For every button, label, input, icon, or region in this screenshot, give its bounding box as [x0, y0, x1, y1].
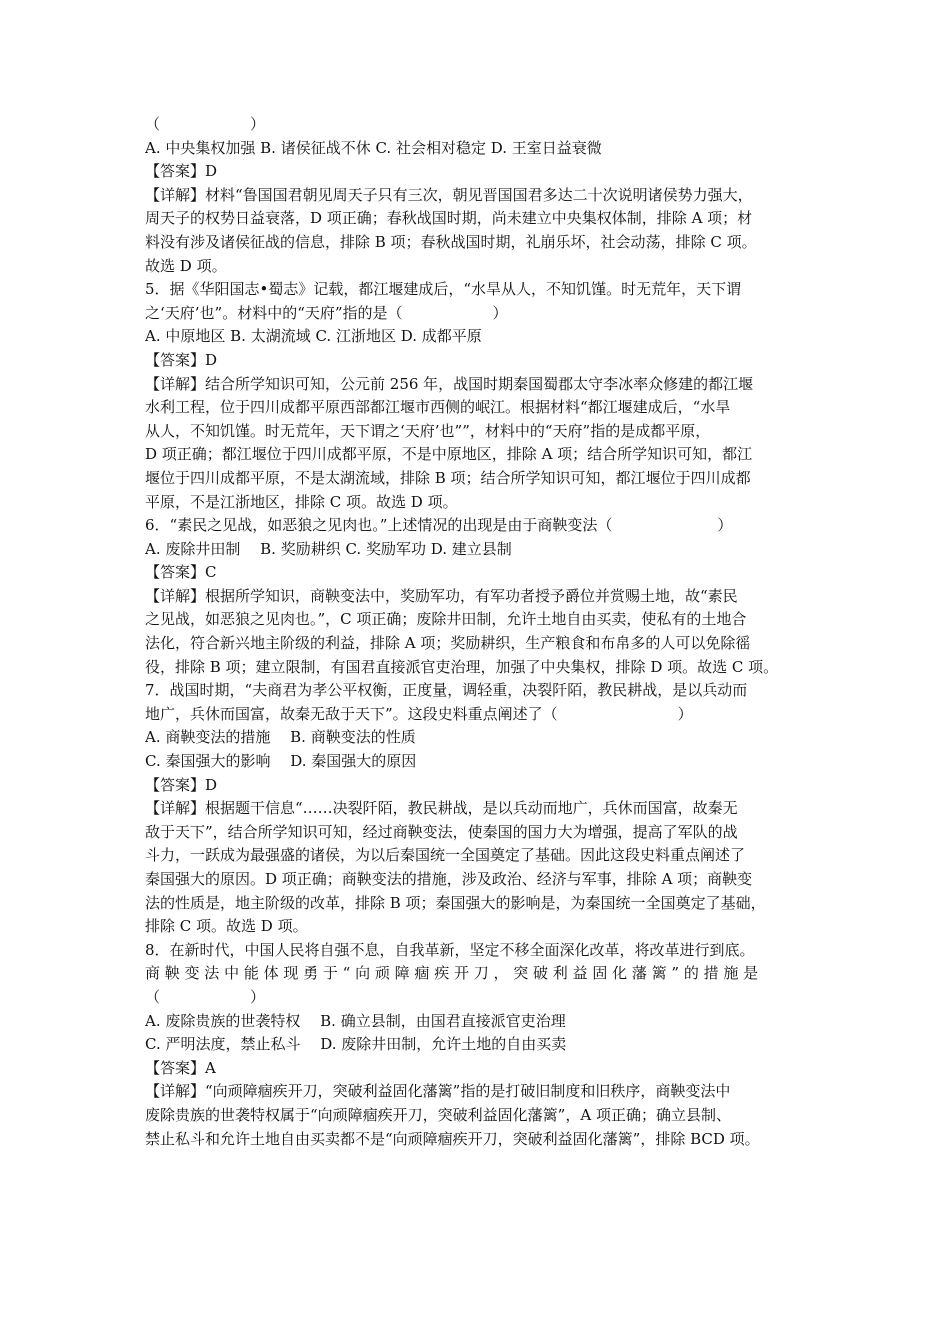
answer-line — [145, 349, 807, 373]
explanation-block — [145, 1080, 807, 1151]
question-6 — [145, 514, 807, 561]
question-7 — [145, 679, 807, 773]
question-line: 商 鞅 变 法 中 能 体 现 勇 于 “ 向 顽 障 痼 疾 开 刀 ， 突 破 利 益 固 化 藩 篱 ” 的 措 施 是 — [145, 964, 759, 983]
question-line: A. 中原地区 B. 太湖流域 C. 江浙地区 D. 成都平原 — [145, 327, 482, 346]
question-line: 7．战国时期，“夫商君为孝公平权衡，正度量，调轻重，决裂阡陌，教民耕战，是以兵动而 — [145, 681, 748, 700]
answer-line — [145, 1057, 807, 1081]
question-line: （ ） — [145, 987, 266, 1006]
question-line: A. 废除井田制 B. 奖励耕织 C. 奖励军功 D. 建立县制 — [145, 539, 512, 558]
answer-text: 【答案】D — [145, 775, 218, 794]
question-line: A. 中央集权加强 B. 诸侯征战不休 C. 社会相对稳定 D. 王室日益衰微 — [145, 138, 602, 157]
explanation-line: D 项正确；都江堰位于四川成都平原，不是中原地区，排除 A 项；结合所学知识可知，都江 — [145, 445, 753, 464]
explanation-line: 之见战，如恶狼之见肉也。”，C 项正确；废除井田制，允许土地自由买卖，使私有的土地合 — [145, 610, 747, 629]
explanation-line: 禁止私斗和允许土地自由买卖都不是“向顽障痼疾开刀，突破利益固化藩篱”，排除 BCD 项。 — [145, 1129, 760, 1148]
explanation-line: 从人，不知饥馑。时无荒年，天下谓之‘天府’也””，材料中的“天府”指的是成都平原， — [145, 421, 711, 440]
explanation-block — [145, 585, 807, 679]
explanation-line: 斗力，一跃成为最强盛的诸侯，为以后秦国统一全国奠定了基础。因此这段史料重点阐述了 — [145, 846, 746, 865]
answer-text: 【答案】C — [145, 563, 217, 582]
question-line: 之‘天府’也”。材料中的“天府”指的是（ ） — [145, 303, 508, 322]
explanation-line: 法化，符合新兴地主阶级的利益，排除 A 项；奖励耕织，生产粮食和布帛多的人可以免除徭 — [145, 634, 751, 653]
question-line: 6．“素民之见战，如恶狼之见肉也。”上述情况的出现是由于商鞅变法（ ） — [145, 516, 733, 535]
explanation-line: 料没有涉及诸侯征战的信息，排除 B 项；春秋战国时期，礼崩乐坏，社会动荡，排除 C 项。 — [145, 232, 757, 251]
answer-line — [145, 160, 807, 184]
explanation-line: 【详解】根据题干信息“……决裂阡陌，教民耕战，是以兵动而地广，兵休而国富，故秦无 — [145, 799, 738, 818]
explanation-line: 平原，不是江浙地区，排除 C 项。故选 D 项。 — [145, 492, 458, 511]
answer-text: 【答案】D — [145, 162, 218, 181]
explanation-block — [145, 373, 807, 515]
answer-line — [145, 561, 807, 585]
question-line: （ ） — [145, 115, 266, 133]
explanation-line: 废除贵族的世袭特权属于“向顽障痼疾开刀，突破利益固化藩篱”，A 项正确；确立县制、 — [145, 1105, 731, 1124]
explanation-line: 水利工程，位于四川成都平原西部都江堰市西侧的岷江。根据材料“都江堰建成后，“水旱 — [145, 398, 731, 417]
explanation-line: 【详解】根据所学知识，商鞅变法中，奖励军功，有军功者授予爵位并赏赐土地，故“素民 — [145, 586, 738, 605]
explanation-line: 周天子的权势日益衰落，D 项正确；春秋战国时期，尚未建立中央集权体制，排除 A 项；材 — [145, 209, 753, 228]
question-5 — [145, 278, 807, 349]
explanation-line: 排除 C 项。故选 D 项。 — [145, 917, 308, 936]
explanation-line: 【详解】“向顽障痼疾开刀，突破利益固化藩篱”指的是打破旧制度和旧秩序，商鞅变法中 — [145, 1082, 731, 1101]
question-line: C. 秦国强大的影响 D. 秦国强大的原因 — [145, 752, 417, 771]
explanation-line: 堰位于四川成都平原，不是太湖流域，排除 B 项；结合所学知识可知，都江堰位于四川成都 — [145, 468, 751, 487]
explanation-line: 【详解】结合所学知识可知，公元前 256 年，战国时期秦国蜀郡太守李冰率众修建的都江堰 — [145, 374, 754, 393]
question-line: A. 商鞅变法的措施 B. 商鞅变法的性质 — [145, 728, 416, 747]
explanation-block — [145, 797, 807, 939]
explanation-line: 法的性质是，地主阶级的改革，排除 B 项；秦国强大的影响是，为秦国统一全国奠定了基础， — [145, 893, 766, 912]
explanation-block — [145, 184, 807, 278]
explanation-line: 秦国强大的原因。D 项正确；商鞅变法的措施，涉及政治、经济与军事，排除 A 项；商鞅变 — [145, 870, 753, 888]
explanation-line: 故选 D 项。 — [145, 256, 227, 275]
explanation-line: 敌于天下”，结合所学知识可知，经过商鞅变法，使秦国的国力大为增强，提高了军队的战 — [145, 822, 738, 841]
question-line: A. 废除贵族的世袭特权 B. 确立县制，由国君直接派官吏治理 — [145, 1011, 566, 1030]
question-4 — [145, 113, 807, 160]
question-line: 5．据《华阳国志•蜀志》记载，都江堰建成后，“水旱从人，不知饥馑。时无荒年，天下谓 — [145, 280, 742, 299]
answer-text: 【答案】D — [145, 350, 218, 369]
question-8 — [145, 939, 807, 1057]
question-line: 地广，兵休而国富，故秦无敌于天下”。这段史料重点阐述了（ ） — [145, 704, 693, 723]
question-line: C. 严明法度，禁止私斗 D. 废除井田制，允许土地的自由买卖 — [145, 1035, 567, 1054]
explanation-line: 役，排除 B 项；建立限制，有国君直接派官吏治理，加强了中央集权，排除 D 项。故选 C 项。 — [145, 657, 779, 676]
question-line: 8．在新时代，中国人民将自强不息，自我革新，坚定不移全面深化改革，将改革进行到底。 — [145, 940, 755, 959]
document-page — [145, 113, 807, 1151]
answer-text: 【答案】A — [145, 1058, 216, 1077]
explanation-line: 【详解】材料“鲁国国君朝见周天子只有三次，朝见晋国国君多达二十次说明诸侯势力强大， — [145, 185, 753, 204]
answer-line — [145, 774, 807, 798]
